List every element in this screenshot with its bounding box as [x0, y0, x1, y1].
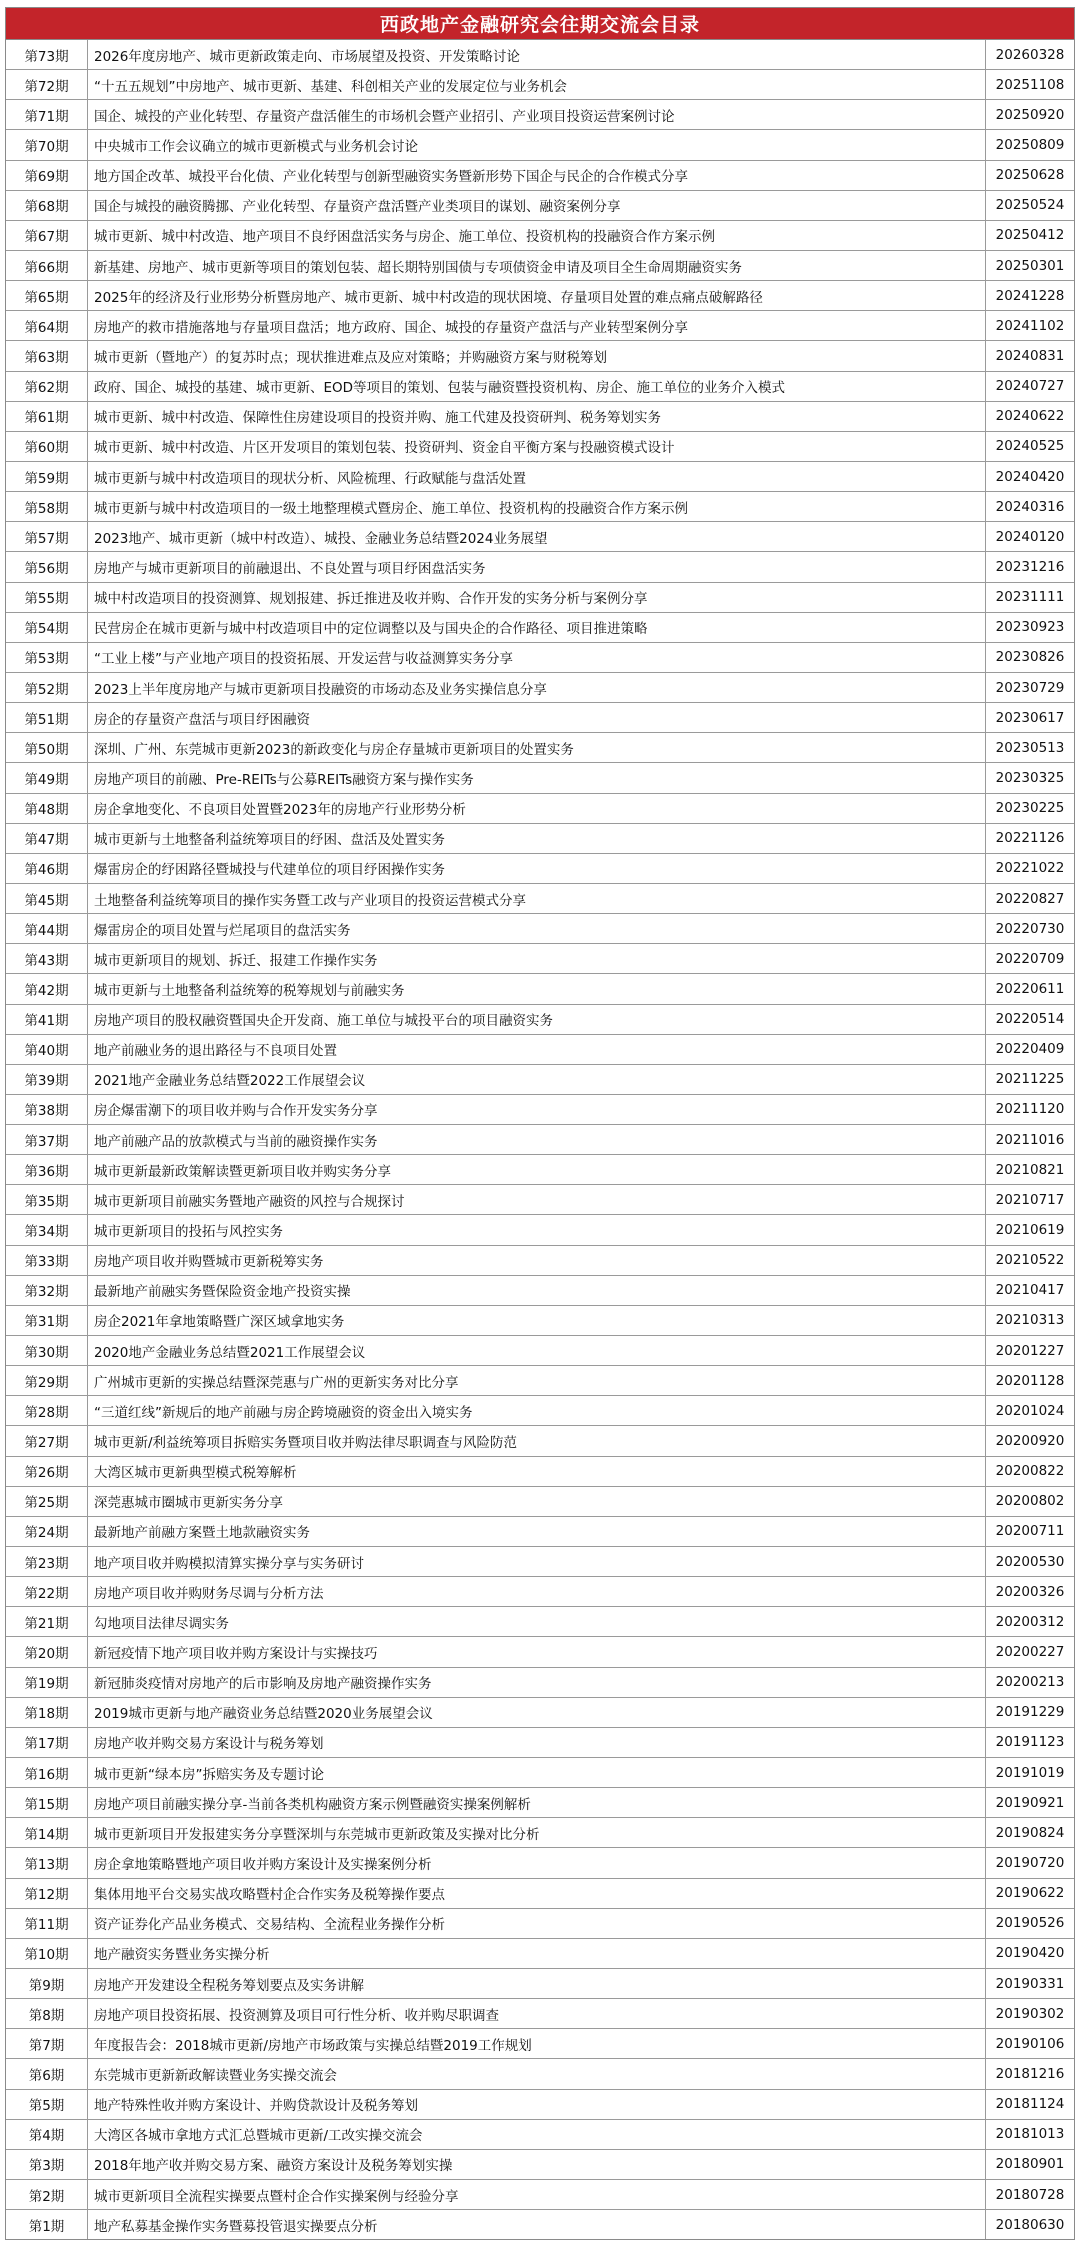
session-number: 第8期 — [6, 1999, 88, 2028]
table-row — [6, 1999, 1074, 2029]
table-row — [6, 1758, 1074, 1788]
session-topic: 城市更新与城中村改造项目的一级土地整理模式暨房企、施工单位、投资机构的投融资合作方案示例 — [88, 492, 986, 521]
session-date: 20201227 — [995, 1342, 1065, 1359]
table-row — [6, 1909, 1074, 1939]
session-number: 第3期 — [6, 2150, 88, 2179]
session-date: 20260328 — [995, 46, 1065, 63]
session-topic: 房地产项目收并购财务尽调与分析方法 — [88, 1577, 986, 1606]
session-number: 第68期 — [6, 191, 88, 220]
table-row — [6, 1185, 1074, 1215]
session-topic: 新冠肺炎疫情对房地产的后市影响及房地产融资操作实务 — [88, 1668, 986, 1697]
table-row — [6, 2059, 1074, 2089]
session-date: 20200530 — [995, 1553, 1065, 1570]
session-date: 20250628 — [995, 167, 1065, 184]
session-number: 第58期 — [6, 492, 88, 521]
session-topic: 房地产项目的前融、Pre-REITs与公募REITs融资方案与操作实务 — [88, 763, 986, 792]
table-row — [6, 1246, 1074, 1276]
session-number: 第9期 — [6, 1969, 88, 1998]
session-topic: 地产私募基金操作实务暨募投管退实操要点分析 — [88, 2210, 986, 2239]
session-topic: 城中村改造项目的投资测算、规划报建、拆迁推进及收并购、合作开发的实务分析与案例分享 — [88, 583, 986, 612]
session-topic: 城市更新、城中村改造、地产项目不良纾困盘活实务与房企、施工单位、投资机构的投融资合作方案示例 — [88, 221, 986, 250]
table-row — [6, 1939, 1074, 1969]
table-row — [6, 522, 1074, 552]
session-number: 第35期 — [6, 1185, 88, 1214]
table-row — [6, 281, 1074, 311]
table-row — [6, 703, 1074, 733]
session-topic: 2023地产、城市更新（城中村改造）、城投、金融业务总结暨2024业务展望 — [88, 522, 986, 551]
table-row — [6, 944, 1074, 974]
table-row — [6, 40, 1074, 70]
table-row — [6, 1607, 1074, 1637]
session-number: 第56期 — [6, 552, 88, 581]
table-row — [6, 733, 1074, 763]
session-number: 第59期 — [6, 462, 88, 491]
session-number: 第14期 — [6, 1818, 88, 1847]
table-row — [6, 1698, 1074, 1728]
session-number: 第23期 — [6, 1547, 88, 1576]
session-date: 20181124 — [995, 2096, 1065, 2113]
session-date: 20190302 — [995, 2005, 1065, 2022]
table-row — [6, 1125, 1074, 1155]
session-number: 第61期 — [6, 402, 88, 431]
session-number: 第72期 — [6, 70, 88, 99]
session-date: 20200920 — [995, 1433, 1065, 1450]
session-number: 第17期 — [6, 1728, 88, 1757]
session-date: 20230325 — [995, 769, 1065, 786]
session-date: 20181013 — [995, 2126, 1065, 2143]
session-number: 第40期 — [6, 1035, 88, 1064]
table-row — [6, 221, 1074, 251]
session-number: 第44期 — [6, 914, 88, 943]
table-row — [6, 643, 1074, 673]
session-topic: 城市更新项目全流程实操要点暨村企合作实操案例与经验分享 — [88, 2180, 986, 2209]
session-topic: 房地产项目收并购暨城市更新税筹实务 — [88, 1246, 986, 1275]
session-topic: 集体用地平台交易实战攻略暨村企合作实务及税筹操作要点 — [88, 1879, 986, 1908]
session-number: 第2期 — [6, 2180, 88, 2209]
session-number: 第60期 — [6, 432, 88, 461]
table-row — [6, 1547, 1074, 1577]
session-number: 第57期 — [6, 522, 88, 551]
session-number: 第22期 — [6, 1577, 88, 1606]
table-title: 西政地产金融研究会往期交流会目录 — [6, 8, 1074, 40]
session-date: 20250524 — [995, 197, 1065, 214]
session-topic: 城市更新（暨地产）的复苏时点；现状推进难点及应对策略；并购融资方案与财税筹划 — [88, 341, 986, 370]
session-number: 第19期 — [6, 1668, 88, 1697]
session-number: 第51期 — [6, 703, 88, 732]
session-date: 20221126 — [995, 830, 1065, 847]
session-date: 20200802 — [995, 1493, 1065, 1510]
session-topic: “三道红线”新规后的地产前融与房企跨境融资的资金出入境实务 — [88, 1396, 986, 1425]
session-date: 20180728 — [995, 2186, 1065, 2203]
session-topic: 勾地项目法律尽调实务 — [88, 1607, 986, 1636]
session-date: 20220827 — [995, 890, 1065, 907]
table-row — [6, 1668, 1074, 1698]
session-date: 20250809 — [995, 136, 1065, 153]
session-date: 20200213 — [995, 1674, 1065, 1691]
table-row — [6, 552, 1074, 582]
session-topic: 房地产项目投资拓展、投资测算及项目可行性分析、收并购尽职调查 — [88, 1999, 986, 2028]
session-number: 第45期 — [6, 884, 88, 913]
session-date: 20191123 — [995, 1734, 1065, 1751]
session-date: 20180901 — [995, 2156, 1065, 2173]
session-topic: 城市更新项目前融实务暨地产融资的风控与合规探讨 — [88, 1185, 986, 1214]
session-number: 第49期 — [6, 763, 88, 792]
session-date: 20190921 — [995, 1794, 1065, 1811]
session-date: 20230826 — [995, 649, 1065, 666]
session-topic: 2019城市更新与地产融资业务总结暨2020业务展望会议 — [88, 1698, 986, 1727]
table-row — [6, 854, 1074, 884]
table-row — [6, 1215, 1074, 1245]
session-topic: 城市更新项目开发报建实务分享暨深圳与东莞城市更新政策及实操对比分析 — [88, 1818, 986, 1847]
session-topic: 2025年的经济及行业形势分析暨房地产、城市更新、城中村改造的现状困境、存量项目处置的难点痛点破解路径 — [88, 281, 986, 310]
session-date: 20190720 — [995, 1855, 1065, 1871]
session-topic: 城市更新/利益统筹项目拆赔实务暨项目收并购法律尽职调查与风险防范 — [88, 1426, 986, 1455]
session-date: 20200326 — [995, 1583, 1065, 1600]
session-number: 第67期 — [6, 221, 88, 250]
table-row — [6, 1517, 1074, 1547]
table-row — [6, 2029, 1074, 2059]
session-topic: 最新地产前融方案暨土地款融资实务 — [88, 1517, 986, 1546]
table-row — [6, 1155, 1074, 1185]
session-number: 第64期 — [6, 311, 88, 340]
table-row — [6, 914, 1074, 944]
session-date: 20201128 — [995, 1372, 1065, 1389]
session-date: 20200822 — [995, 1463, 1065, 1480]
table-row — [6, 974, 1074, 1004]
session-number: 第73期 — [6, 40, 88, 69]
table-row — [6, 100, 1074, 130]
session-date: 20241102 — [995, 317, 1065, 334]
session-number: 第53期 — [6, 643, 88, 672]
session-topic: 深莞惠城市圈城市更新实务分享 — [88, 1487, 986, 1516]
table-row — [6, 1788, 1074, 1818]
table-row — [6, 583, 1074, 613]
session-number: 第26期 — [6, 1457, 88, 1486]
session-number: 第66期 — [6, 251, 88, 280]
session-topic: 地产融资实务暨业务实操分析 — [88, 1939, 986, 1968]
session-number: 第6期 — [6, 2059, 88, 2088]
session-number: 第39期 — [6, 1065, 88, 1094]
session-date: 20210717 — [995, 1191, 1065, 1208]
session-date: 20211016 — [995, 1131, 1065, 1148]
session-number: 第46期 — [6, 854, 88, 883]
table-row — [6, 673, 1074, 703]
session-number: 第5期 — [6, 2090, 88, 2119]
session-number: 第37期 — [6, 1125, 88, 1154]
session-date: 20191229 — [995, 1704, 1065, 1721]
session-date: 20201024 — [995, 1402, 1065, 1419]
session-date: 20211120 — [995, 1101, 1065, 1118]
session-date: 20231216 — [995, 558, 1065, 575]
session-number: 第1期 — [6, 2210, 88, 2239]
session-topic: 房地产项目前融实操分享-当前各类机构融资方案示例暨融资实操案例解析 — [88, 1788, 986, 1817]
table-row — [6, 1276, 1074, 1306]
session-date: 20200227 — [995, 1644, 1065, 1661]
table-row — [6, 1396, 1074, 1426]
session-date: 20200711 — [995, 1523, 1065, 1540]
session-topic: 2023上半年度房地产与城市更新项目投融资的市场动态及业务实操信息分享 — [88, 673, 986, 702]
session-number: 第10期 — [6, 1939, 88, 1968]
session-number: 第69期 — [6, 161, 88, 190]
session-topic: 城市更新项目的投拓与风控实务 — [88, 1215, 986, 1244]
session-number: 第4期 — [6, 2120, 88, 2149]
session-number: 第32期 — [6, 1276, 88, 1305]
session-topic: 地产前融产品的放款模式与当前的融资操作实务 — [88, 1125, 986, 1154]
table-row — [6, 1577, 1074, 1607]
session-topic: 大湾区城市更新典型模式税筹解析 — [88, 1457, 986, 1486]
session-date: 20221022 — [995, 860, 1065, 877]
session-date: 20210522 — [995, 1252, 1065, 1269]
session-number: 第13期 — [6, 1848, 88, 1877]
session-topic: 房企拿地策略暨地产项目收并购方案设计及实操案例分析 — [88, 1848, 986, 1877]
session-date: 20220409 — [995, 1041, 1065, 1058]
session-number: 第25期 — [6, 1487, 88, 1516]
session-number: 第47期 — [6, 824, 88, 853]
table-row — [6, 1426, 1074, 1456]
table-row — [6, 1637, 1074, 1667]
table-row — [6, 1969, 1074, 1999]
table-row — [6, 763, 1074, 793]
session-topic: 房地产收并购交易方案设计与税务筹划 — [88, 1728, 986, 1757]
session-topic: 大湾区各城市拿地方式汇总暨城市更新/工改实操交流会 — [88, 2120, 986, 2149]
session-number: 第41期 — [6, 1005, 88, 1034]
session-topic: 城市更新“绿本房”拆赔实务及专题讨论 — [88, 1758, 986, 1787]
session-date: 20210313 — [995, 1312, 1065, 1329]
session-number: 第50期 — [6, 733, 88, 762]
session-date: 20190526 — [995, 1915, 1065, 1932]
session-date: 20190420 — [995, 1945, 1065, 1962]
session-topic: 爆雷房企的项目处置与烂尾项目的盘活实务 — [88, 914, 986, 943]
session-topic: 房企爆雷潮下的项目收并购与合作开发实务分享 — [88, 1095, 986, 1124]
session-topic: “十五五规划”中房地产、城市更新、基建、科创相关产业的发展定位与业务机会 — [88, 70, 986, 99]
session-topic: 年度报告会：2018城市更新/房地产市场政策与实操总结暨2019工作规划 — [88, 2029, 986, 2058]
table-row — [6, 2210, 1074, 2239]
session-date: 20250920 — [995, 106, 1065, 123]
table-row — [6, 191, 1074, 221]
session-topic: 地产特殊性收并购方案设计、并购贷款设计及税务筹划 — [88, 2090, 986, 2119]
session-date: 20181216 — [995, 2065, 1065, 2082]
table-row — [6, 372, 1074, 402]
session-date: 20240420 — [995, 468, 1065, 485]
table-row — [6, 1065, 1074, 1095]
session-number: 第15期 — [6, 1788, 88, 1817]
session-number: 第30期 — [6, 1336, 88, 1365]
session-number: 第71期 — [6, 100, 88, 129]
session-date: 20230923 — [995, 619, 1065, 636]
session-number: 第27期 — [6, 1426, 88, 1455]
table-row — [6, 311, 1074, 341]
table-row — [6, 70, 1074, 100]
session-topic: 城市更新与城中村改造项目的现状分析、风险梳理、行政赋能与盘活处置 — [88, 462, 986, 491]
session-topic: 城市更新最新政策解读暨更新项目收并购实务分享 — [88, 1155, 986, 1184]
session-date: 20210417 — [995, 1282, 1065, 1299]
session-number: 第54期 — [6, 613, 88, 642]
session-date: 20220611 — [995, 980, 1065, 997]
session-topic: 中央城市工作会议确立的城市更新模式与业务机会讨论 — [88, 130, 986, 159]
table-row — [6, 402, 1074, 432]
session-number: 第42期 — [6, 974, 88, 1003]
session-date: 20230617 — [995, 709, 1065, 726]
session-topic: 房企的存量资产盘活与项目纾困融资 — [88, 703, 986, 732]
session-topic: 最新地产前融实务暨保险资金地产投资实操 — [88, 1276, 986, 1305]
session-number: 第52期 — [6, 673, 88, 702]
session-number: 第12期 — [6, 1879, 88, 1908]
session-date: 20240120 — [995, 528, 1065, 545]
catalog-table — [5, 7, 1075, 2240]
session-date: 20220730 — [995, 920, 1065, 937]
session-date: 20250301 — [995, 257, 1065, 274]
session-topic: 土地整备利益统筹项目的操作实务暨工改与产业项目的投资运营模式分享 — [88, 884, 986, 913]
session-number: 第29期 — [6, 1366, 88, 1395]
table-row — [6, 1306, 1074, 1336]
session-topic: 2026年度房地产、城市更新政策走向、市场展望及投资、开发策略讨论 — [88, 40, 986, 69]
session-number: 第65期 — [6, 281, 88, 310]
table-row — [6, 341, 1074, 371]
session-topic: 爆雷房企的纾困路径暨城投与代建单位的项目纾困操作实务 — [88, 854, 986, 883]
session-number: 第20期 — [6, 1637, 88, 1666]
table-row — [6, 161, 1074, 191]
table-row — [6, 251, 1074, 281]
session-date: 20241228 — [995, 287, 1065, 304]
session-topic: 国企、城投的产业化转型、存量资产盘活催生的市场机会暨产业招引、产业项目投资运营案例讨论 — [88, 100, 986, 129]
session-date: 20200312 — [995, 1613, 1065, 1630]
session-date: 20240622 — [995, 408, 1065, 425]
session-number: 第43期 — [6, 944, 88, 973]
session-topic: 地方国企改革、城投平台化债、产业化转型与创新型融资实务暨新形势下国企与民企的合作模式分享 — [88, 161, 986, 190]
session-topic: 新冠疫情下地产项目收并购方案设计与实操技巧 — [88, 1637, 986, 1666]
session-date: 20230513 — [995, 739, 1065, 756]
session-topic: 东莞城市更新新政解读暨业务实操交流会 — [88, 2059, 986, 2088]
session-date: 20240727 — [995, 378, 1065, 395]
session-topic: 深圳、广州、东莞城市更新2023的新政变化与房企存量城市更新项目的处置实务 — [88, 733, 986, 762]
session-number: 第70期 — [6, 130, 88, 159]
session-number: 第33期 — [6, 1246, 88, 1275]
table-row — [6, 794, 1074, 824]
session-topic: 城市更新与土地整备利益统筹项目的纾困、盘活及处置实务 — [88, 824, 986, 853]
session-number: 第28期 — [6, 1396, 88, 1425]
session-date: 20190331 — [995, 1975, 1065, 1992]
session-date: 20220709 — [995, 950, 1065, 967]
table-row — [6, 824, 1074, 854]
session-topic: 城市更新、城中村改造、保障性住房建设项目的投资并购、施工代建及投资研判、税务筹划实务 — [88, 402, 986, 431]
session-topic: 房地产开发建设全程税务筹划要点及实务讲解 — [88, 1969, 986, 1998]
table-row — [6, 1487, 1074, 1517]
session-date: 20240831 — [995, 347, 1065, 364]
session-number: 第55期 — [6, 583, 88, 612]
session-topic: 国企与城投的融资腾挪、产业化转型、存量资产盘活暨产业类项目的谋划、融资案例分享 — [88, 191, 986, 220]
session-date: 20191019 — [995, 1764, 1065, 1781]
session-topic: 城市更新项目的规划、拆迁、报建工作操作实务 — [88, 944, 986, 973]
table-row — [6, 492, 1074, 522]
table-row — [6, 2180, 1074, 2210]
session-number: 第11期 — [6, 1909, 88, 1938]
session-date: 20240316 — [995, 498, 1065, 515]
session-date: 20210821 — [995, 1161, 1065, 1178]
table-row — [6, 2150, 1074, 2180]
session-number: 第38期 — [6, 1095, 88, 1124]
session-topic: 资产证券化产品业务模式、交易结构、全流程业务操作分析 — [88, 1909, 986, 1938]
session-date: 20190622 — [995, 1885, 1065, 1902]
table-row — [6, 1457, 1074, 1487]
session-topic: 政府、国企、城投的基建、城市更新、EOD等项目的策划、包装与融资暨投资机构、房企、施工单位的业务介入模式 — [88, 372, 986, 401]
session-topic: 2020地产金融业务总结暨2021工作展望会议 — [88, 1336, 986, 1365]
session-topic: 房企2021年拿地策略暨广深区域拿地实务 — [88, 1306, 986, 1335]
session-topic: 地产前融业务的退出路径与不良项目处置 — [88, 1035, 986, 1064]
table-row — [6, 130, 1074, 160]
session-number: 第36期 — [6, 1155, 88, 1184]
session-topic: 城市更新与土地整备利益统筹的税筹规划与前融实务 — [88, 974, 986, 1003]
session-date: 20190106 — [995, 2035, 1065, 2052]
session-number: 第62期 — [6, 372, 88, 401]
session-topic: 房地产与城市更新项目的前融退出、不良处置与项目纾困盘活实务 — [88, 552, 986, 581]
session-date: 20251108 — [995, 76, 1065, 93]
table-row — [6, 1035, 1074, 1065]
session-date: 20190824 — [995, 1824, 1065, 1841]
session-number: 第7期 — [6, 2029, 88, 2058]
session-topic: 房地产的救市措施落地与存量项目盘活；地方政府、国企、城投的存量资产盘活与产业转型案例分享 — [88, 311, 986, 340]
table-row — [6, 1879, 1074, 1909]
session-topic: 房企拿地变化、不良项目处置暨2023年的房地产行业形势分析 — [88, 794, 986, 823]
table-row — [6, 613, 1074, 643]
session-number: 第24期 — [6, 1517, 88, 1546]
session-topic: 地产项目收并购模拟清算实操分享与实务研讨 — [88, 1547, 986, 1576]
session-topic: 2018年地产收并购交易方案、融资方案设计及税务筹划实操 — [88, 2150, 986, 2179]
session-topic: 房地产项目的股权融资暨国央企开发商、施工单位与城投平台的项目融资实务 — [88, 1005, 986, 1034]
session-date: 20180630 — [995, 2216, 1065, 2233]
session-date: 20230225 — [995, 800, 1065, 817]
session-date: 20210619 — [995, 1222, 1065, 1239]
table-body — [6, 40, 1074, 2239]
session-date: 20211225 — [995, 1071, 1065, 1088]
session-number: 第31期 — [6, 1306, 88, 1335]
session-number: 第16期 — [6, 1758, 88, 1787]
session-number: 第34期 — [6, 1215, 88, 1244]
table-row — [6, 1366, 1074, 1396]
table-row — [6, 1728, 1074, 1758]
session-topic: 广州城市更新的实操总结暨深莞惠与广州的更新实务对比分享 — [88, 1366, 986, 1395]
session-date: 20220514 — [995, 1011, 1065, 1028]
table-row — [6, 462, 1074, 492]
session-topic: 民营房企在城市更新与城中村改造项目中的定位调整以及与国央企的合作路径、项目推进策略 — [88, 613, 986, 642]
session-date: 20230729 — [995, 679, 1065, 696]
table-row — [6, 884, 1074, 914]
session-number: 第63期 — [6, 341, 88, 370]
session-date: 20231111 — [995, 589, 1065, 606]
table-row — [6, 1095, 1074, 1125]
session-number: 第48期 — [6, 794, 88, 823]
session-number: 第18期 — [6, 1698, 88, 1727]
table-row — [6, 1336, 1074, 1366]
session-number: 第21期 — [6, 1607, 88, 1636]
table-row — [6, 1848, 1074, 1878]
table-row — [6, 2090, 1074, 2120]
session-topic: 2021地产金融业务总结暨2022工作展望会议 — [88, 1065, 986, 1094]
table-row — [6, 2120, 1074, 2150]
table-row — [6, 1005, 1074, 1035]
table-row — [6, 1818, 1074, 1848]
session-topic: 新基建、房地产、城市更新等项目的策划包装、超长期特别国债与专项债资金申请及项目全生命周期融资实务 — [88, 251, 986, 280]
session-date: 20240525 — [995, 438, 1065, 455]
session-topic: “工业上楼”与产业地产项目的投资拓展、开发运营与收益测算实务分享 — [88, 643, 986, 672]
table-row — [6, 432, 1074, 462]
session-topic: 城市更新、城中村改造、片区开发项目的策划包装、投资研判、资金自平衡方案与投融资模式设计 — [88, 432, 986, 461]
session-date: 20250412 — [995, 227, 1065, 244]
